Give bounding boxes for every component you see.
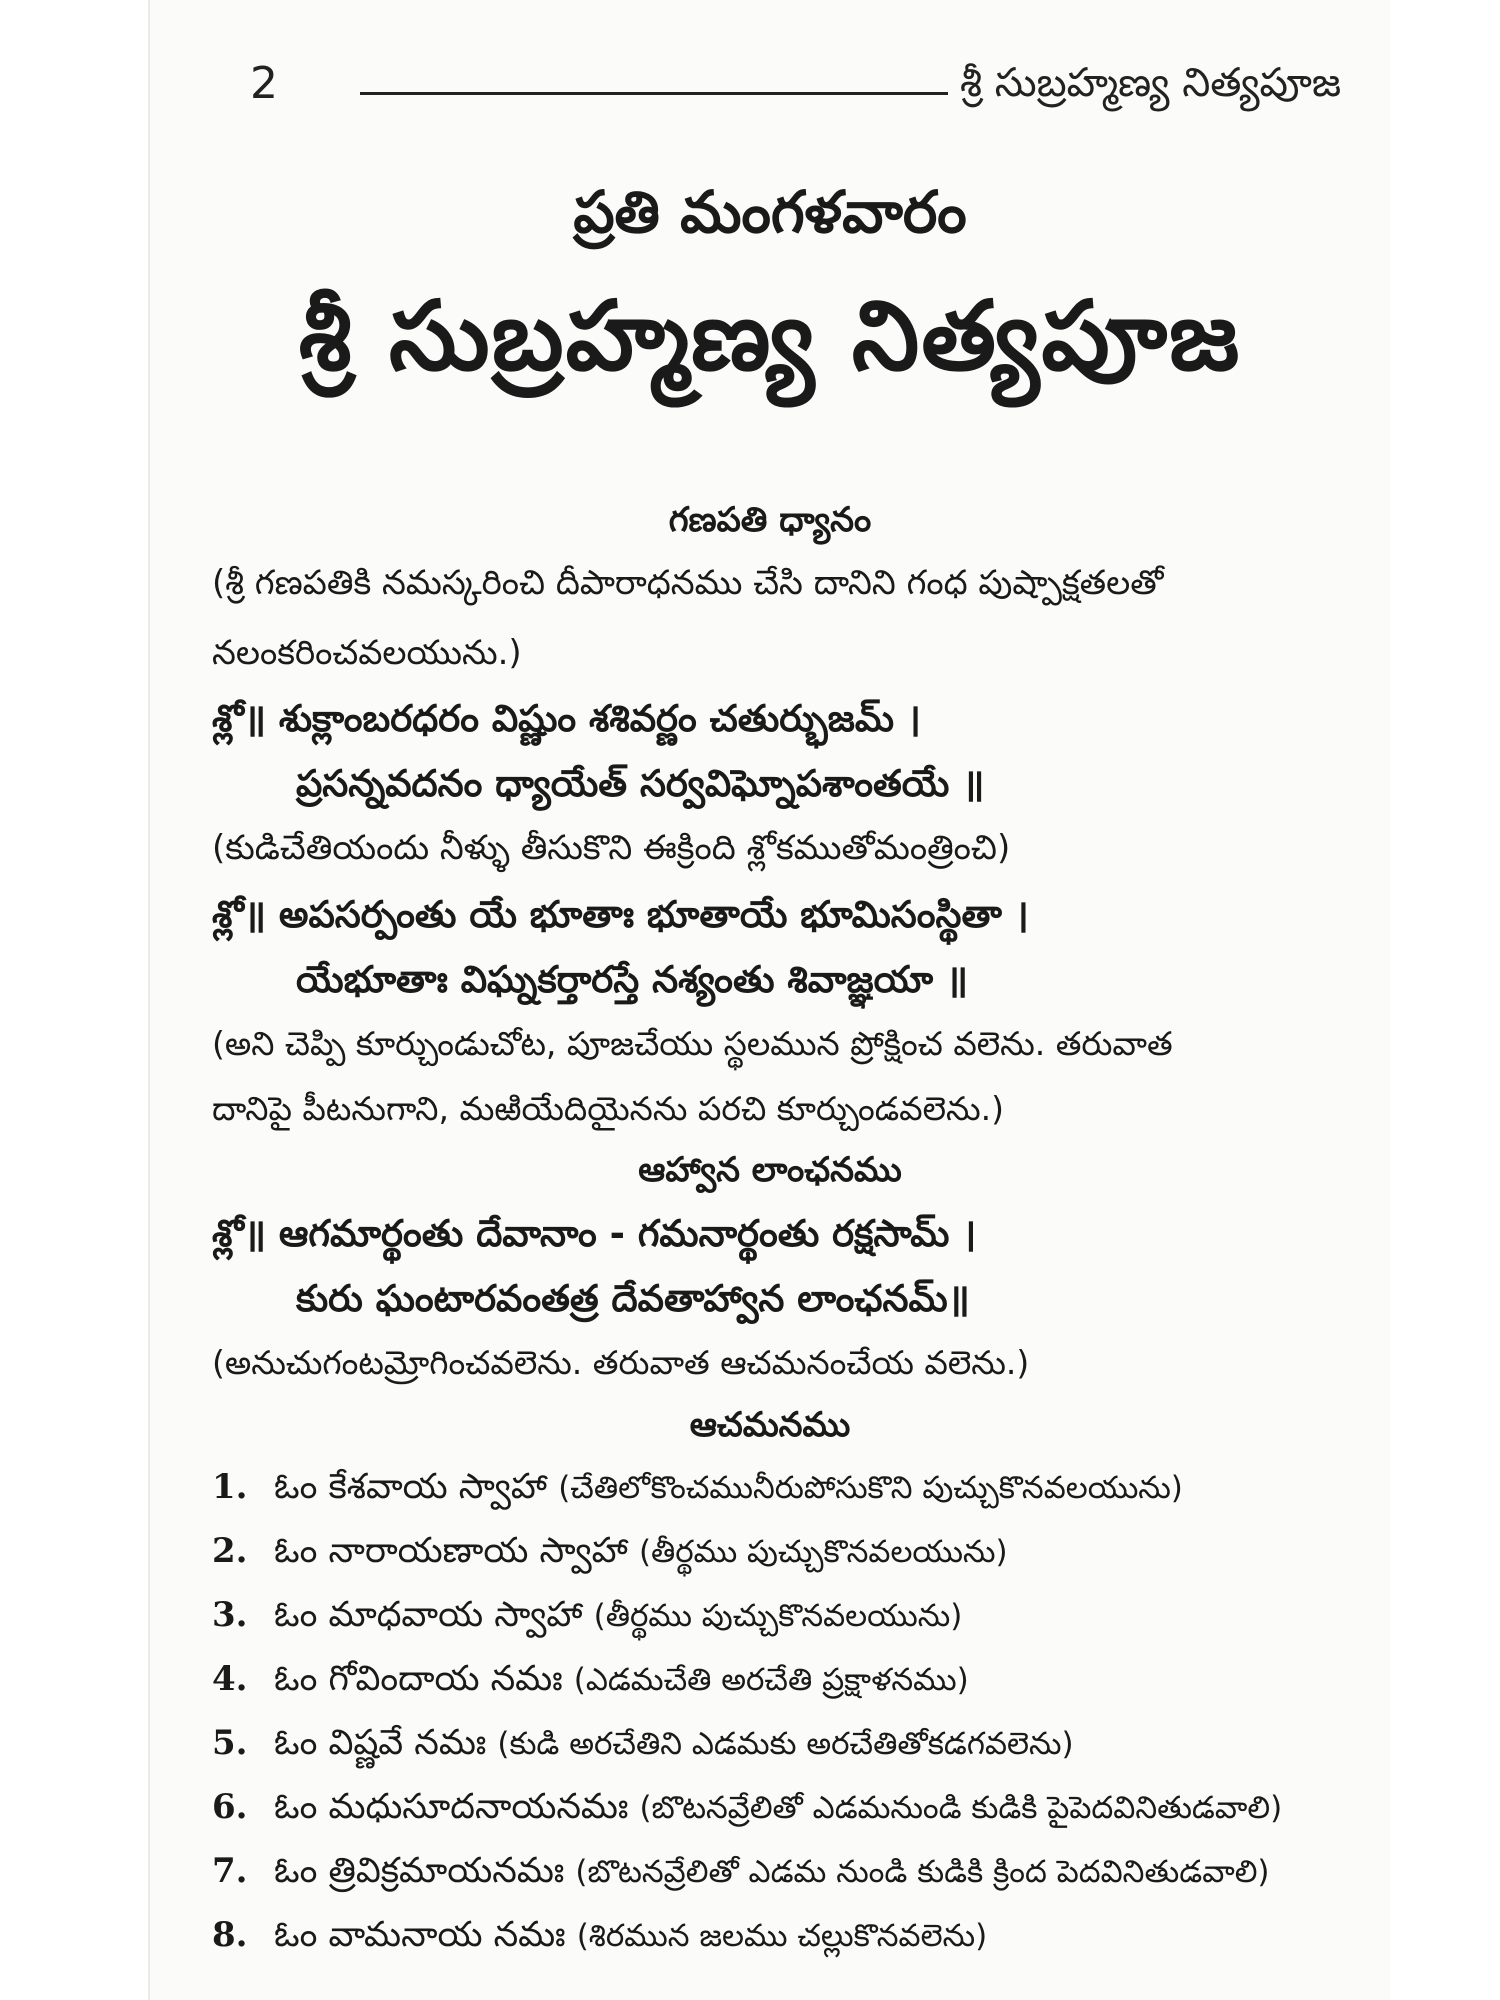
ganapati-instruction-5: దానిపై పీటనుగాని, మఱియేదియైనను పరచి కూర్చుండవలెను.) — [212, 1089, 1004, 1128]
item-number: 4. — [212, 1659, 248, 1699]
ganapati-sloka2-line1: శ్లో॥ అపసర్పంతు యే భూతాః భూతాయే భూమిసంస్థితా । — [212, 893, 1029, 936]
ganapati-instruction-3: (కుడిచేతియందు నీళ్ళు తీసుకొని ఈక్రింది శ్లోకముతోమంత్రించి) — [212, 828, 1011, 868]
item-note: (శిరమున జలము చల్లుకొనవలెను) — [576, 1918, 988, 1954]
item-number: 5. — [212, 1723, 248, 1763]
header-rule — [360, 92, 948, 95]
running-header — [250, 58, 1380, 118]
ganapati-sloka1-line2: ప్రసన్నవదనం ధ్యాయేత్ సర్వవిఘ్నోపశాంతయే ॥ — [296, 762, 985, 805]
item-note: (చేతిలోకొంచమునీరుపోసుకొని పుచ్చుకొనవలయును) — [558, 1470, 1183, 1506]
item-mantra: ఓం మధుసూదనాయనమః — [274, 1787, 629, 1827]
item-note: (బొటనవ్రేలితో ఎడమనుండి కుడికి పైపెదవినితుడవాలి) — [639, 1790, 1283, 1826]
list-item — [212, 1654, 969, 1704]
ganapati-sloka1-line1: శ్లో॥ శుక్లాంబరధరం విష్ణుం శశివర్ణం చతుర్భుజమ్ । — [212, 697, 921, 740]
list-item — [212, 1718, 1074, 1768]
ganapati-instruction-4: (అని చెప్పి కూర్చుండుచోట, పూజచేయు స్థలమున ప్రోక్షించ వలెను. తరువాత — [212, 1024, 1173, 1063]
item-number: 1. — [212, 1467, 248, 1507]
item-mantra: ఓం మాధవాయ స్వాహా — [274, 1595, 583, 1635]
achamanam-heading: ఆచమనము — [689, 1405, 851, 1445]
list-item — [212, 1910, 987, 1960]
item-number: 8. — [212, 1915, 248, 1955]
item-note: (ఎడమచేతి అరచేతి ప్రక్షాళనము) — [573, 1662, 969, 1698]
page-subtitle: ప్రతి మంగళవారం — [573, 178, 967, 246]
item-note: (తీర్థము పుచ్చుకొనవలయును) — [593, 1598, 963, 1634]
item-mantra: ఓం విష్ణవే నమః — [274, 1723, 487, 1763]
page-title: శ్రీ సుబ్రహ్మణ్య నిత్యపూజ — [298, 280, 1242, 392]
ganapati-heading: గణపతి ధ్యానం — [668, 500, 872, 540]
list-item — [212, 1782, 1282, 1832]
item-number: 2. — [212, 1531, 248, 1571]
item-note: (కుడి అరచేతిని ఎడమకు అరచేతితోకడగవలెను) — [497, 1726, 1074, 1762]
item-mantra: ఓం కేశవాయ స్వాహా — [274, 1467, 548, 1507]
item-number: 6. — [212, 1787, 248, 1827]
item-mantra: ఓం గోవిందాయ నమః — [274, 1659, 563, 1699]
item-number: 3. — [212, 1595, 248, 1635]
ahvana-sloka-line2: కురు ఘంటారవంతత్ర దేవతాహ్వాన లాంఛనమ్॥ — [296, 1277, 970, 1320]
list-item — [212, 1846, 1270, 1896]
ganapati-sloka2-line2: యేభూతాః విఘ్నకర్తారస్తే నశ్యంతు శివాజ్ఞయా ॥ — [296, 958, 969, 1001]
item-mantra: ఓం నారాయణాయ స్వాహా — [274, 1531, 628, 1571]
ganapati-instruction-2: నలంకరించవలయును.) — [212, 633, 522, 673]
running-title: శ్రీ సుబ్రహ్మణ్య నిత్యపూజ — [960, 60, 1342, 106]
item-number: 7. — [212, 1851, 248, 1891]
ahvana-instruction: (అనుచుగంటమ్రోగించవలెను. తరువాత ఆచమనంచేయ వలెను.) — [212, 1343, 1030, 1382]
item-note: (బొటనవ్రేలితో ఎడమ నుండి కుడికి క్రింద పెదవినితుడవాలి) — [575, 1854, 1270, 1890]
ganapati-instruction-1: (శ్రీ గణపతికి నమస్కరించి దీపారాధనము చేసి దానిని గంధ పుష్పాక్షతలతో — [212, 563, 1164, 603]
page-number: 2 — [250, 58, 278, 109]
item-mantra: ఓం వామనాయ నమః — [274, 1915, 566, 1955]
ahvana-heading: ఆహ్వాన లాంఛనము — [638, 1150, 902, 1190]
item-note: (తీర్థము పుచ్చుకొనవలయును) — [638, 1534, 1008, 1570]
list-item — [212, 1526, 1008, 1576]
list-item — [212, 1462, 1183, 1512]
list-item — [212, 1590, 962, 1640]
item-mantra: ఓం త్రివిక్రమాయనమః — [274, 1851, 565, 1891]
ahvana-sloka-line1: శ్లో॥ ఆగమార్థంతు దేవానాం - గమనార్థంతు రక్షసామ్ । — [212, 1212, 977, 1255]
